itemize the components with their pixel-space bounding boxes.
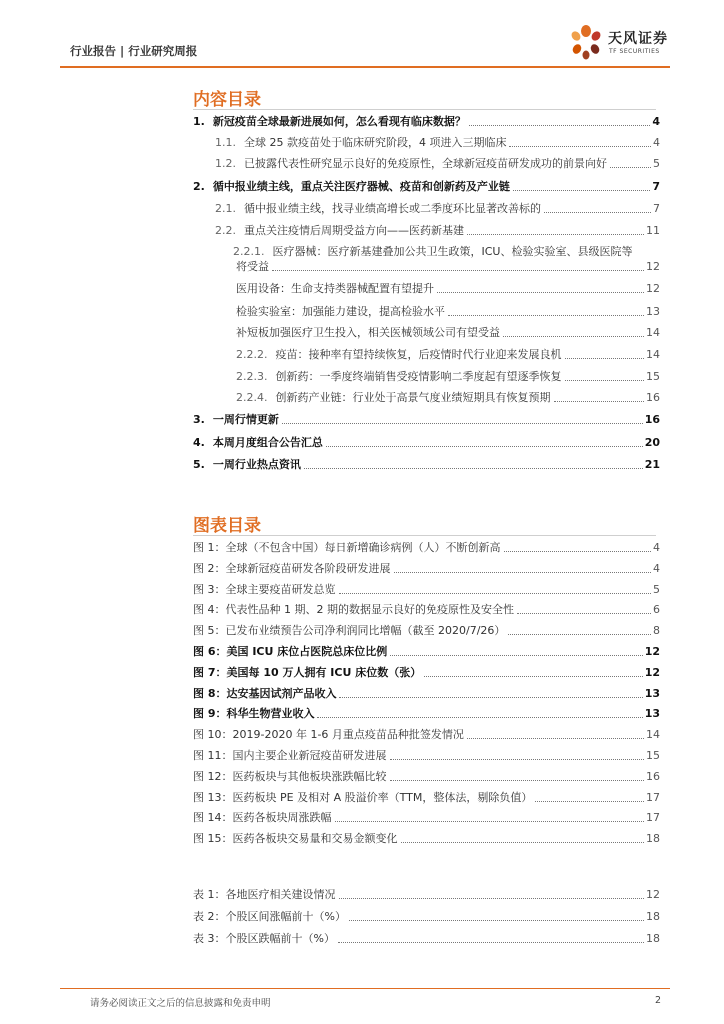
figure-entry[interactable] bbox=[193, 687, 660, 701]
entry-page: 18 bbox=[646, 910, 660, 923]
toc-entry[interactable] bbox=[236, 326, 660, 340]
toc-entry[interactable] bbox=[215, 224, 660, 238]
dot-leader bbox=[437, 292, 644, 293]
table-entry[interactable] bbox=[193, 932, 660, 946]
entry-title: 新冠疫苗全球最新进展如何，怎么看现有临床数据？ bbox=[212, 115, 466, 128]
breadcrumb: 行业报告 | 行业研究周报 bbox=[70, 44, 198, 58]
entry-number: 2.2. bbox=[215, 224, 236, 237]
dot-leader bbox=[272, 270, 644, 271]
dot-leader bbox=[448, 315, 644, 316]
entry-number: 3. bbox=[193, 413, 205, 426]
figures-title-underline bbox=[193, 535, 656, 536]
entry-page: 8 bbox=[653, 624, 660, 638]
toc-entry[interactable] bbox=[236, 282, 660, 296]
entry-title: 循中报业绩主线，找寻业绩高增长或二季度环比显著改善标的 bbox=[244, 202, 541, 215]
toc-entry[interactable] bbox=[193, 413, 660, 427]
toc-entry[interactable] bbox=[193, 458, 660, 472]
entry-title: 图 4：代表性品种 1 期、2 期的数据显示良好的免疫原性及安全性 bbox=[193, 603, 514, 617]
dot-leader bbox=[467, 234, 644, 235]
dot-leader bbox=[554, 401, 645, 402]
entry-number: 2.1. bbox=[215, 202, 236, 215]
entry-title: 全球 25 款疫苗处于临床研究阶段，4 项进入三期临床 bbox=[244, 136, 507, 149]
entry-title: 图 12：医药板块与其他板块涨跌幅比较 bbox=[193, 769, 387, 783]
entry-title: 将受益 bbox=[236, 260, 269, 273]
brand-logo bbox=[566, 22, 676, 62]
entry-number: 2. bbox=[193, 180, 205, 193]
entry-title: 创新药产业链：行业处于高景气度业绩短期具有恢复预期 bbox=[275, 391, 551, 404]
table-entry[interactable] bbox=[193, 910, 660, 924]
toc-entry-first-line[interactable] bbox=[233, 245, 632, 259]
dot-leader bbox=[610, 167, 651, 168]
entry-page: 16 bbox=[646, 391, 660, 404]
entry-page: 12 bbox=[646, 888, 660, 901]
figure-entry[interactable] bbox=[193, 811, 660, 825]
figure-entry[interactable] bbox=[193, 770, 660, 784]
contents-title-underline bbox=[193, 109, 656, 110]
dot-leader bbox=[390, 655, 642, 656]
entry-page: 17 bbox=[646, 790, 660, 804]
entry-title: 图 13：医药板块 PE 及相对 A 股溢价率（TTM，整体法，剔除负值） bbox=[193, 790, 533, 804]
contents-title: 内容目录 bbox=[193, 90, 261, 110]
dot-leader bbox=[513, 190, 651, 191]
toc-entry[interactable] bbox=[236, 260, 660, 274]
dot-leader bbox=[394, 572, 652, 573]
toc-entry[interactable] bbox=[215, 136, 660, 150]
toc-entry[interactable] bbox=[193, 180, 660, 194]
entry-title: 补短板加强医疗卫生投入，相关医械领域公司有望受益 bbox=[236, 326, 500, 339]
entry-number: 1.2. bbox=[215, 157, 236, 170]
entry-page: 4 bbox=[653, 561, 660, 575]
entry-title: 表 2：个股区间涨幅前十（%） bbox=[193, 910, 346, 923]
toc-entry[interactable] bbox=[215, 157, 660, 171]
figure-entry[interactable] bbox=[193, 603, 660, 617]
dot-leader bbox=[401, 842, 645, 843]
dot-leader bbox=[317, 717, 642, 718]
entry-page: 13 bbox=[644, 686, 660, 700]
entry-title: 图 15：医药各板块交易量和交易金额变化 bbox=[193, 832, 398, 846]
entry-page: 5 bbox=[653, 157, 660, 170]
dot-leader bbox=[339, 898, 645, 899]
footer-divider bbox=[60, 988, 670, 989]
figure-entry[interactable] bbox=[193, 707, 660, 721]
entry-page: 14 bbox=[646, 728, 660, 742]
entry-title: 疫苗：接种率有望持续恢复，后疫情时代行业迎来发展良机 bbox=[275, 348, 562, 361]
entry-title: 创新药：一季度终端销售受疫情影响二季度起有望逐季恢复 bbox=[275, 370, 562, 383]
figure-entry[interactable] bbox=[193, 728, 660, 742]
entry-page: 15 bbox=[646, 370, 660, 383]
entry-page: 13 bbox=[644, 707, 660, 721]
dot-leader bbox=[424, 676, 642, 677]
toc-entry[interactable] bbox=[215, 202, 660, 216]
figure-entry[interactable] bbox=[193, 832, 660, 846]
figure-entry[interactable] bbox=[193, 562, 660, 576]
toc-entry[interactable] bbox=[236, 348, 660, 362]
entry-title: 医疗器械：医疗新基建叠加公共卫生政策，ICU、检验实验室、县级医院等 bbox=[272, 245, 633, 258]
entry-number: 2.2.4. bbox=[236, 391, 268, 404]
entry-page: 20 bbox=[644, 436, 660, 449]
dot-leader bbox=[326, 446, 643, 447]
table-entry[interactable] bbox=[193, 888, 660, 902]
entry-number: 2.2.3. bbox=[236, 370, 268, 383]
entry-page: 11 bbox=[646, 224, 660, 237]
dot-leader bbox=[508, 634, 651, 635]
entry-page: 14 bbox=[646, 326, 660, 339]
toc-entry[interactable] bbox=[236, 370, 660, 384]
entry-page: 17 bbox=[646, 811, 660, 825]
dot-leader bbox=[339, 593, 652, 594]
entry-page: 21 bbox=[644, 458, 660, 471]
entry-page: 12 bbox=[644, 645, 660, 658]
entry-page: 12 bbox=[646, 282, 660, 295]
dot-leader bbox=[304, 468, 643, 469]
entry-number: 5. bbox=[193, 458, 205, 471]
brand-name: 天风证券 bbox=[608, 31, 668, 47]
entry-title: 图 9：科华生物营业收入 bbox=[193, 707, 315, 721]
footer-disclaimer: 请务必阅读正文之后的信息披露和免责申明 bbox=[90, 998, 271, 1009]
toc-entry[interactable] bbox=[236, 391, 660, 405]
entry-page: 16 bbox=[644, 413, 660, 426]
dot-leader bbox=[349, 920, 644, 921]
figures-title: 图表目录 bbox=[193, 516, 261, 536]
entry-page: 18 bbox=[646, 932, 660, 945]
entry-page: 7 bbox=[652, 180, 660, 193]
entry-title: 表 3：个股区跌幅前十（%） bbox=[193, 932, 335, 945]
entry-page: 12 bbox=[644, 665, 660, 679]
dot-leader bbox=[544, 212, 651, 213]
entry-title: 检验实验室：加强能力建设，提高检验水平 bbox=[236, 305, 445, 318]
page-number: 2 bbox=[655, 995, 662, 1006]
toc-entry[interactable] bbox=[193, 115, 660, 129]
dot-leader bbox=[565, 358, 645, 359]
entry-title: 已披露代表性研究显示良好的免疫原性，全球新冠疫苗研发成功的前景向好 bbox=[244, 157, 607, 170]
figure-entry[interactable] bbox=[193, 791, 660, 805]
figure-entry[interactable] bbox=[193, 541, 660, 555]
dot-leader bbox=[335, 821, 645, 822]
figure-entry[interactable] bbox=[193, 749, 660, 763]
dot-leader bbox=[469, 125, 651, 126]
toc-entry[interactable] bbox=[193, 436, 660, 450]
figure-entry[interactable] bbox=[193, 645, 660, 659]
entry-page: 4 bbox=[653, 136, 660, 149]
dot-leader bbox=[390, 780, 645, 781]
flower-logo-icon bbox=[566, 22, 606, 62]
dot-leader bbox=[338, 942, 644, 943]
dot-leader bbox=[504, 551, 652, 552]
entry-page: 4 bbox=[653, 541, 660, 554]
dot-leader bbox=[517, 613, 651, 614]
entry-title: 医用设备：生命支持类器械配置有望提升 bbox=[236, 282, 434, 295]
figure-entry[interactable] bbox=[193, 666, 660, 680]
entry-page: 16 bbox=[646, 769, 660, 783]
entry-page: 14 bbox=[646, 348, 660, 361]
entry-page: 4 bbox=[652, 115, 660, 128]
entry-page: 7 bbox=[653, 202, 660, 215]
header-divider bbox=[60, 66, 670, 68]
entry-number: 1.1. bbox=[215, 136, 236, 149]
entry-title: 本周月度组合公告汇总 bbox=[212, 436, 323, 449]
entry-number: 2.2.1. bbox=[233, 245, 265, 258]
entry-page: 13 bbox=[646, 305, 660, 318]
dot-leader bbox=[565, 380, 645, 381]
figure-entry[interactable] bbox=[193, 624, 660, 638]
entry-page: 15 bbox=[646, 749, 660, 762]
entry-number: 1. bbox=[193, 115, 205, 128]
entry-page: 18 bbox=[646, 832, 660, 846]
entry-title: 循中报业绩主线，重点关注医疗器械、疫苗和创新药及产业链 bbox=[212, 180, 510, 193]
entry-number: 2.2.2. bbox=[236, 348, 268, 361]
entry-title: 图 2：全球新冠疫苗研发各阶段研发进展 bbox=[193, 561, 391, 575]
entry-title: 图 10：2019-2020 年 1-6 月重点疫苗品种批签发情况 bbox=[193, 728, 464, 742]
dot-leader bbox=[339, 697, 642, 698]
dot-leader bbox=[467, 738, 644, 739]
dot-leader bbox=[509, 146, 651, 147]
dot-leader bbox=[282, 423, 643, 424]
entry-title: 图 14：医药各板块周涨跌幅 bbox=[193, 811, 332, 825]
entry-title: 图 7：美国每 10 万人拥有 ICU 床位数（张） bbox=[193, 665, 422, 679]
entry-title: 一周行业热点资讯 bbox=[212, 458, 301, 471]
entry-title: 图 6：美国 ICU 床位占医院总床位比例 bbox=[193, 645, 388, 658]
brand-subtitle: TF SECURITIES bbox=[609, 48, 660, 55]
entry-title: 重点关注疫情后周期受益方向——医药新基建 bbox=[244, 224, 464, 237]
entry-title: 图 1：全球（不包含中国）每日新增确诊病例（人）不断创新高 bbox=[193, 541, 501, 554]
entry-title: 图 5：已发布业绩预告公司净利润同比增幅（截至 2020/7/26） bbox=[193, 624, 506, 638]
entry-page: 12 bbox=[646, 260, 660, 273]
entry-title: 表 1：各地医疗相关建设情况 bbox=[193, 888, 336, 901]
entry-page: 6 bbox=[653, 603, 660, 617]
entry-title: 图 3：全球主要疫苗研发总览 bbox=[193, 582, 336, 596]
dot-leader bbox=[390, 759, 645, 760]
entry-number: 4. bbox=[193, 436, 205, 449]
entry-title: 图 11：国内主要企业新冠疫苗研发进展 bbox=[193, 749, 387, 762]
figure-entry[interactable] bbox=[193, 583, 660, 597]
dot-leader bbox=[535, 801, 644, 802]
entry-page: 5 bbox=[653, 582, 660, 596]
toc-entry[interactable] bbox=[236, 305, 660, 319]
dot-leader bbox=[503, 336, 644, 337]
entry-title: 图 8：达安基因试剂产品收入 bbox=[193, 686, 337, 700]
entry-title: 一周行情更新 bbox=[212, 413, 279, 426]
